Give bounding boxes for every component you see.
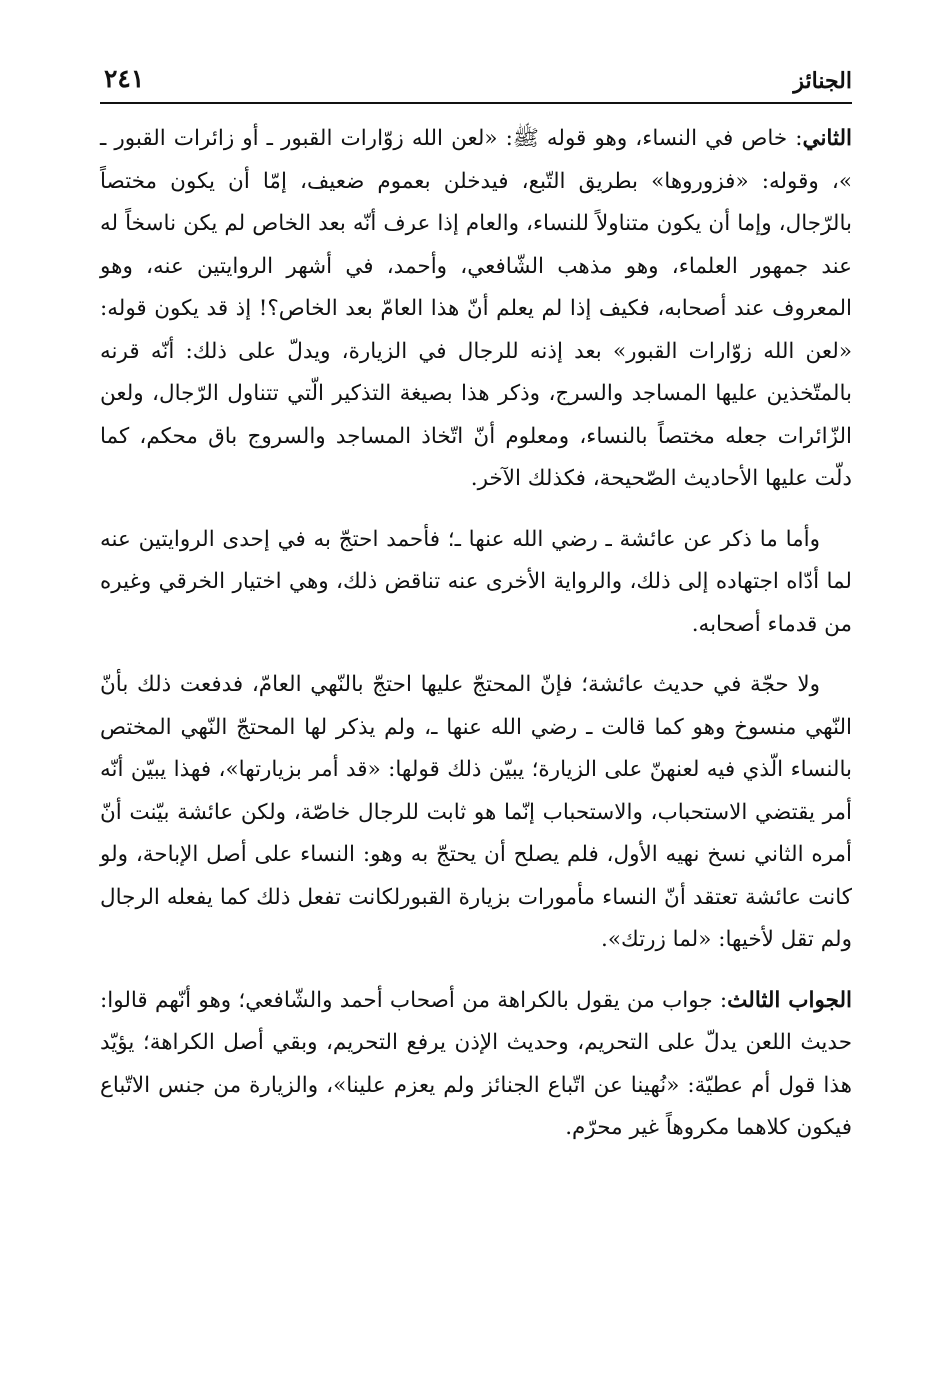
running-title: الجنائز bbox=[793, 68, 852, 94]
book-page bbox=[100, 58, 852, 1150]
paragraph-lead: الثاني bbox=[802, 126, 852, 151]
paragraph-text: : خاص في النساء، وهو قوله ﷺ: «لعن الله زوّارات القبور ـ أو زائرات القبور ـ »، وقوله: «فزوروها» بطريق التّبع، فيدخلن بعموم ضعيف، إمّا أن يكون مختصاً بالرّجال، وإما أن يكون متناولاً للنساء، والعام إذا عرف أنّه بعد الخاص لم يكن ناسخاً له عند جمهور العلماء، وهو مذهب الشّافعي، وأحمد، في أشهر الروايتين عنه، وهو المعروف عند أصحابه، فكيف إذا لم يعلم أنّ هذا العامّ بعد الخاص؟! إذ قد يكون قوله: «لعن الله زوّارات القبور» بعد إذنه للرجال في الزيارة، ويدلّ على ذلك: أنّه قرنه بالمتّخذين عليها المساجد والسرج، وذكر هذا بصيغة التذكير الّتي تتناول الرّجال، ولعن الزّائرات جعله مختصاً بالنساء، ومعلوم أنّ اتّخاذ المساجد والسروج باق محكم، كما دلّت عليها الأحاديث الصّحيحة، فكذلك الآخر. bbox=[100, 126, 852, 491]
paragraph-aisha-report bbox=[100, 519, 852, 647]
body-text bbox=[100, 118, 852, 1150]
paragraph-no-proof bbox=[100, 664, 852, 962]
paragraph-text: : جواب من يقول بالكراهة من أصحاب أحمد والشّافعي؛ وهو أنّهم قالوا: حديث اللعن يدلّ على التحريم، وحديث الإذن يرفع التحريم، وبقي أصل الكراهة؛ يؤيّد هذا قول أم عطيّة: «نُهينا عن اتّباع الجنائز ولم يعزم علينا»، والزيارة من جنس الاتّباع فيكون كلاهما مكروهاً غير محرّم. bbox=[100, 987, 852, 1140]
paragraph-lead: الجواب الثالث bbox=[727, 987, 852, 1013]
page-header bbox=[100, 58, 852, 104]
paragraph-second-view bbox=[100, 118, 852, 501]
paragraph-third-answer bbox=[100, 980, 852, 1150]
paragraph-text: ولا حجّة في حديث عائشة؛ فإنّ المحتجّ عليها احتجّ بالنّهي العامّ، فدفعت ذلك بأنّ النّهي منسوخ وهو كما قالت ـ رضي الله عنها ـ، ولم يذكر لها المحتجّ النّهي المختص بالنساء الّذي فيه لعنهنّ على الزيارة؛ يبيّن ذلك قولها: «قد أمر بزيارتها»، فهذا يبيّن أنّه أمر يقتضي الاستحباب، والاستحباب إنّما هو ثابت للرجال خاصّة، ولكن عائشة بيّنت أنّ أمره الثاني نسخ نهيه الأول، فلم يصلح أن يحتجّ به وهو: النساء على أصل الإباحة، ولو كانت عائشة تعتقد أنّ النساء مأمورات بزيارة القبورلكانت تفعل ذلك كما يفعله الرجال ولم تقل لأخيها: «لما زرتك». bbox=[100, 672, 852, 952]
page-number: ٢٤١ bbox=[104, 64, 145, 93]
paragraph-text: وأما ما ذكر عن عائشة ـ رضي الله عنها ـ؛ فأحمد احتجّ به في إحدى الروايتين عنه لما أدّاه اجتهاده إلى ذلك، والرواية الأخرى عنه تناقض ذلك، وهي اختيار الخرقي وغيره من قدماء أصحابه. bbox=[100, 526, 852, 637]
